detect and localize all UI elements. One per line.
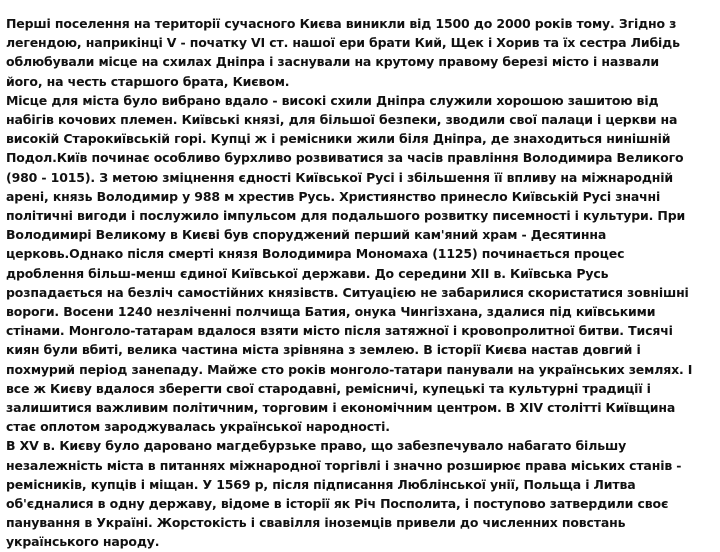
paragraph-magdeburg-rights: В XV в. Києву було даровано магдебурзьке право, що забезпечувало набагато більшу незалежність міста в питаннях міжнародної торгівлі і значно розширює права міських станів - ремісників, купців і міщан. У 1569 р, після підписання Люблінської унії, Польща і Литва об'єдналися в одну державу, відоме в історії як Річ Посполита, і поступово затвердили своє панування в Україні. Жорстокість і свавілля іноземців привели до численних повстань українського народу. xyxy=(6,438,682,550)
body-text xyxy=(6,14,698,552)
paragraph-kyivan-rus-history: Місце для міста було вибрано вдало - високі схили Дніпра служили хорошою зашитою від набігів кочових племен. Київські князі, для більшої безпеки, зводили свої палаци і церкви на високій Старокиївській горі. Купці ж і ремісники жили біля Дніпра, де знаходиться нинішній Подол.Київ починає особливо бурхливо розвиватися за часів правління Володимира Великого (980 - 1015). З метою зміцнення єдності Київської Русі і збільшення її впливу на міжнародній арені, князь Володимир у 988 м хрестив Русь. Християнство принесло Київській Русі значні політичні вигоди і послужило імпульсом для подальшого розвитку писемності і культури. При Володимирі Великому в Києві був споруджений перший кам'яний храм - Десятинна церковь.Однако після смерті князя Володимира Мономаха (1125) починається процес дроблення більш-менш єдиної Київської держави. До середини XII в. Київська Русь розпадається на безліч самостійних князівств. Ситуацією не забарилися скористатися зовнішні вороги. Восени 1240 незліченні полчища Батия, онука Чингізхана, здалися під київськими стінами. Монголо-татарам вдалося взяти місто після затяжної і кровопролитної битви. Тисячі киян були вбиті, велика частина міста зрівняна з землею. В історії Києва настав довгий і похмурий період занепаду. Майже сто років монголо-татари панували на українських землях. І все ж Києву вдалося зберегти свої стародавні, ремісничі, купецькі та культурні традиції і залишитися важливим політичним, торговим і економічним центром. В XIV столітті Київщина стає оплотом зароджувалась української народності. xyxy=(6,92,693,435)
paragraph-legend-founding: Перші поселення на території сучасного Києва виникли від 1500 до 2000 років тому. Згідно з легендою, наприкінці V - початку VI ст. нашої ери брати Кий, Щек і Хорив та їх сестра Либідь облюбували місце на схилах Дніпра і заснували на крутому правому березі місто і назвали його, на честь старшого брата, Києвом. xyxy=(6,16,680,89)
